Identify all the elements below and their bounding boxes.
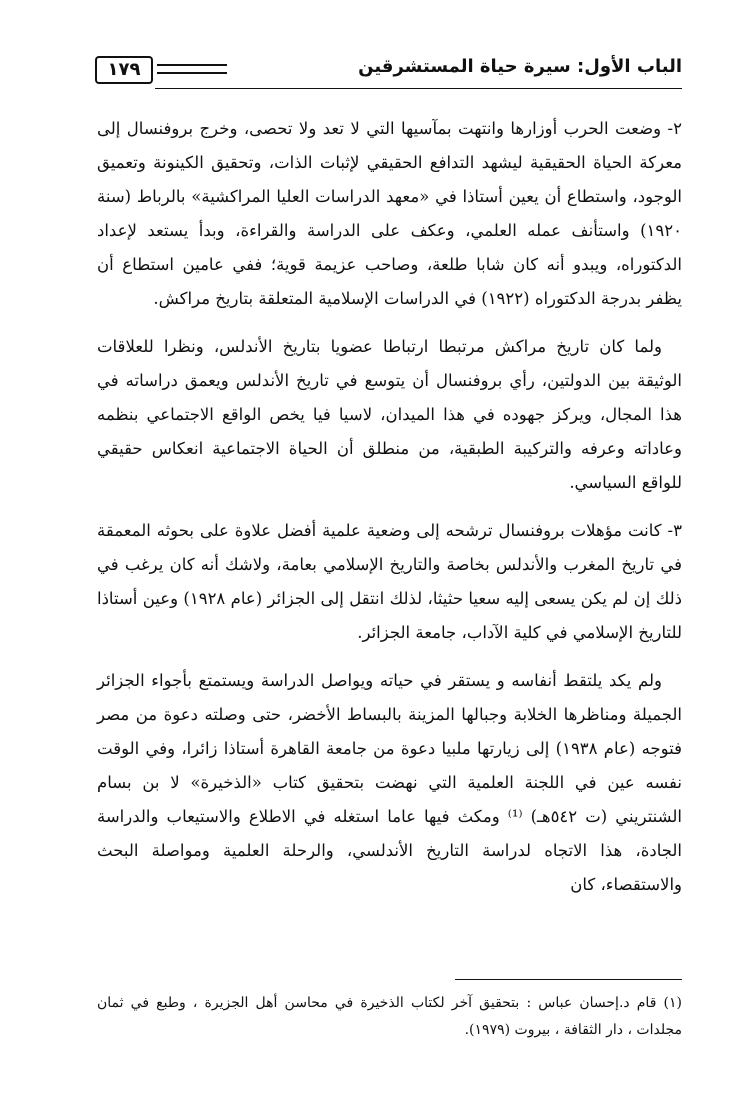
header-rule bbox=[157, 72, 227, 74]
running-header bbox=[95, 50, 682, 90]
chapter-title: الباب الأول: سيرة حياة المستشرقين bbox=[358, 56, 682, 77]
header-underline bbox=[155, 88, 682, 89]
footnote-divider bbox=[455, 979, 682, 980]
footnote: (١) قام د.إحسان عباس : بتحقيق آخر لكتاب الذخيرة في محاسن أهل الجزيرة ، وطبع في ثمان مجلدات ، دار الثقافة ، بيروت (١٩٧٩). bbox=[97, 995, 682, 1038]
paragraph: ٣- كانت مؤهلات بروفنسال ترشحه إلى وضعية علمية أفضل علاوة على بحوثه المعمقة في تاريخ المغرب والأندلس بخاصة والتاريخ الإسلامي بعامة، ولاشك أنه كان يرغب في ذلك إن لم يكن يسعى إليه سعيا حثيثا، لذلك انتقل إلى الجزائر (عام ١٩٢٨) وعين أستاذا للتاريخ الإسلامي في كلية الآداب، جامعة الجزائر. bbox=[97, 521, 682, 642]
paragraph: ٢- وضعت الحرب أوزارها وانتهت بمآسيها التي لا تعد ولا تحصى، وخرج بروفنسال إلى معركة الحياة الحقيقية ليشهد التدافع الحقيقي لإثبات الذات، وتحقيق الكينونة وتعميق الوجود، واستطاع أن يعين أستاذا في «معهد الدراسات العليا المراكشية» بالرباط (سنة ١٩٢٠) واستأنف عمله العلمي، وعكف على الدراسة والقراءة، وبدأ يستعد لإعداد الدكتوراه، ويبدو أنه كان شابا طلعة، وصاحب عزيمة قوية؛ ففي عامين استطاع أن يظفر بدرجة الدكتوراه (١٩٢٢) في الدراسات الإسلامية المتعلقة بتاريخ مراكش. bbox=[97, 119, 682, 308]
footnotes bbox=[97, 990, 682, 1044]
body-text bbox=[97, 112, 682, 916]
header-rule bbox=[157, 64, 227, 66]
paragraph: ولم يكد يلتقط أنفاسه و يستقر في حياته ويواصل الدراسة ويستمتع بأجواء الجزائر الجميلة ومناظرها الخلابة وجبالها المزينة بالبساط الأخضر، حتى وصلته دعوة من مصر فتوجه (عام ١٩٣٨) إلى زيارتها ملبيا دعوة من جامعة القاهرة أستاذا زائرا، وفي الوقت نفسه عين في اللجنة العلمية التي نهضت بتحقيق كتاب «الذخيرة» لا بن بسام الشنتريني (ت ٥٤٢هـ) ⁽¹⁾ ومكث فيها عاما استغله في الاطلاع والاستيعاب والدراسة الجادة، هذا الاتجاه لدراسة التاريخ الأندلسي، والرحلة العلمية ومواصلة البحث والاستقصاء، كان bbox=[97, 671, 683, 894]
paragraph: ولما كان تاريخ مراكش مرتبطا ارتباطا عضويا بتاريخ الأندلس، ونظرا للعلاقات الوثيقة بين الدولتين، رأي بروفنسال أن يتوسع في تاريخ الأندلس ويعمق دراساته في هذا المجال، ويركز جهوده في هذا الميدان، لاسيا فيا يخص الواقع الاجتماعي بنظمه وعاداته وعرفه والتركيبة الطبقية، من منطلق أن الحياة الاجتماعية انعكاس حقيقي للواقع السياسي. bbox=[97, 337, 682, 492]
page-number: ١٧٩ bbox=[95, 56, 153, 84]
